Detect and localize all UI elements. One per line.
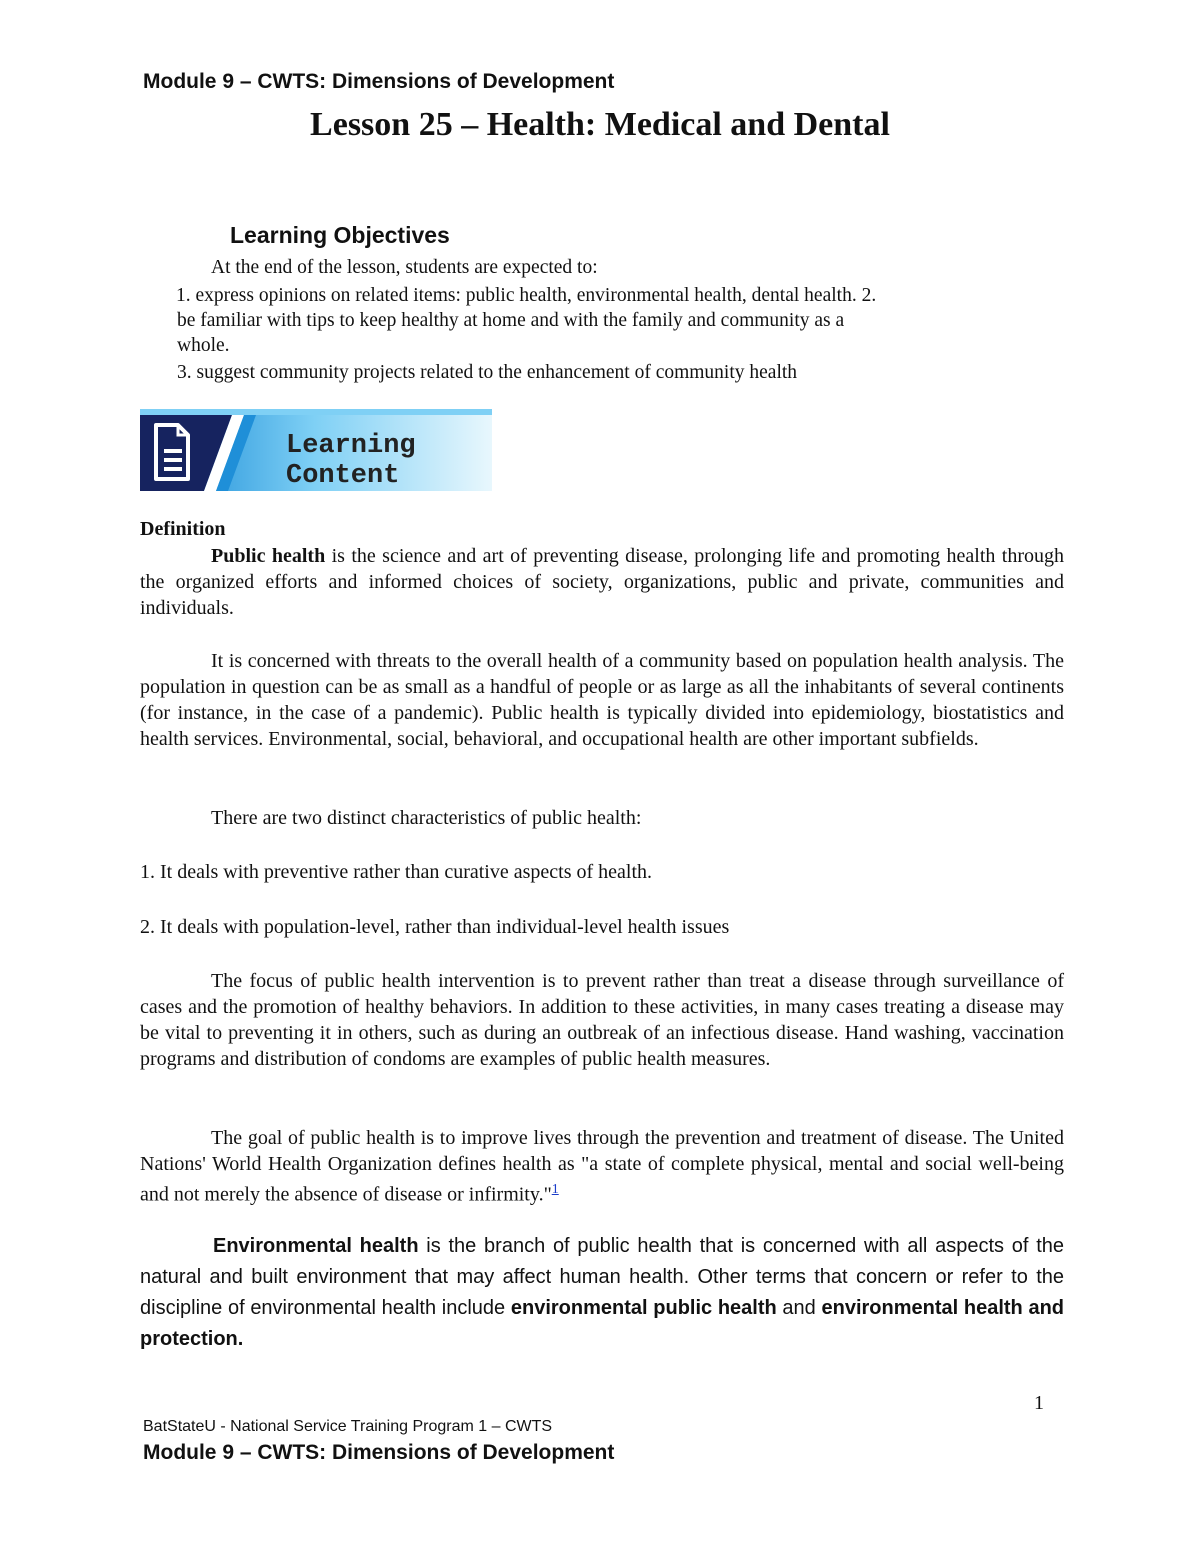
characteristics-intro: There are two distinct characteristics of public health: — [211, 807, 642, 829]
footnote-reference-link[interactable]: 1 — [551, 1182, 559, 1197]
footer-organization: BatStateU - National Service Training Program 1 – CWTS — [143, 1418, 553, 1435]
lesson-title: Lesson 25 – Health: Medical and Dental — [310, 106, 890, 143]
environmental-health-paragraph: Environmental health is the branch of public health that is concerned with all aspects of the natural and built environment that may affect human health. Other terms that concern or refer to the discipline of environmental health include environmental public health and environmental health and protection. — [140, 1235, 1065, 1350]
objectives-intro: At the end of the lesson, students are expected to: — [211, 257, 598, 278]
public-health-concern-paragraph: It is concerned with threats to the overall health of a community based on population health analysis. The population in question can be as small as a handful of people or as large as all the inhabitants of several continents (for instance, in the case of a pandemic). Public health is typically divided into epidemiology, biostatistics and health services. Environmental, social, behavioral, and occupational health are other important subfields. — [140, 650, 1064, 750]
objectives-heading: Learning Objectives — [230, 222, 450, 248]
objective-line: be familiar with tips to keep healthy at home and with the family and community as a — [177, 310, 845, 331]
environmental-health-protection-term: environmental health and protection. — [140, 1297, 1065, 1350]
objective-line: 3. suggest community projects related to the enhancement of community health — [177, 362, 798, 383]
objective-line: whole. — [177, 335, 230, 356]
footer-module: Module 9 – CWTS: Dimensions of Development — [143, 1441, 615, 1464]
characteristic-item-2: 2. It deals with population-level, rather than individual-level health issues — [140, 916, 730, 938]
public-health-definition: is the science and art of preventing disease, prolonging life and promoting health through the organized efforts and informed choices of society, organizations, public and private, communities and individuals. — [140, 545, 1065, 619]
goal-paragraph — [140, 1125, 1064, 1208]
public-health-paragraph — [140, 543, 1064, 621]
learning-content-label: Learning Content — [286, 431, 416, 491]
objective-line: 1. express opinions on related items: public health, environmental health, dental health. 2. — [176, 285, 877, 306]
public-health-term: Public health — [211, 545, 326, 567]
environmental-public-health-term: environmental public health — [510, 1297, 777, 1319]
goal-text: The goal of public health is to improve lives through the prevention and treatment of disease. The United Nations' World Health Organization defines health as "a state of complete physical, mental and social well-being and not merely the absence of disease or infirmity." — [140, 1127, 1064, 1206]
definition-heading: Definition — [140, 518, 226, 540]
page-number: 1 — [1034, 1392, 1044, 1414]
learning-content-banner — [140, 409, 492, 491]
characteristic-item-1: 1. It deals with preventive rather than curative aspects of health. — [140, 861, 653, 883]
environmental-health-term: Environmental health — [213, 1235, 419, 1257]
module-header: Module 9 – CWTS: Dimensions of Development — [143, 70, 615, 93]
intervention-paragraph: The focus of public health intervention is to prevent rather than treat a disease through surveillance of cases and the promotion of healthy behaviors. In addition to these activities, in many cases treating a disease may be vital to preventing it in others, such as during an outbreak of an infectious disease. Hand washing, vaccination programs and distribution of condoms are examples of public health measures. — [140, 970, 1064, 1070]
